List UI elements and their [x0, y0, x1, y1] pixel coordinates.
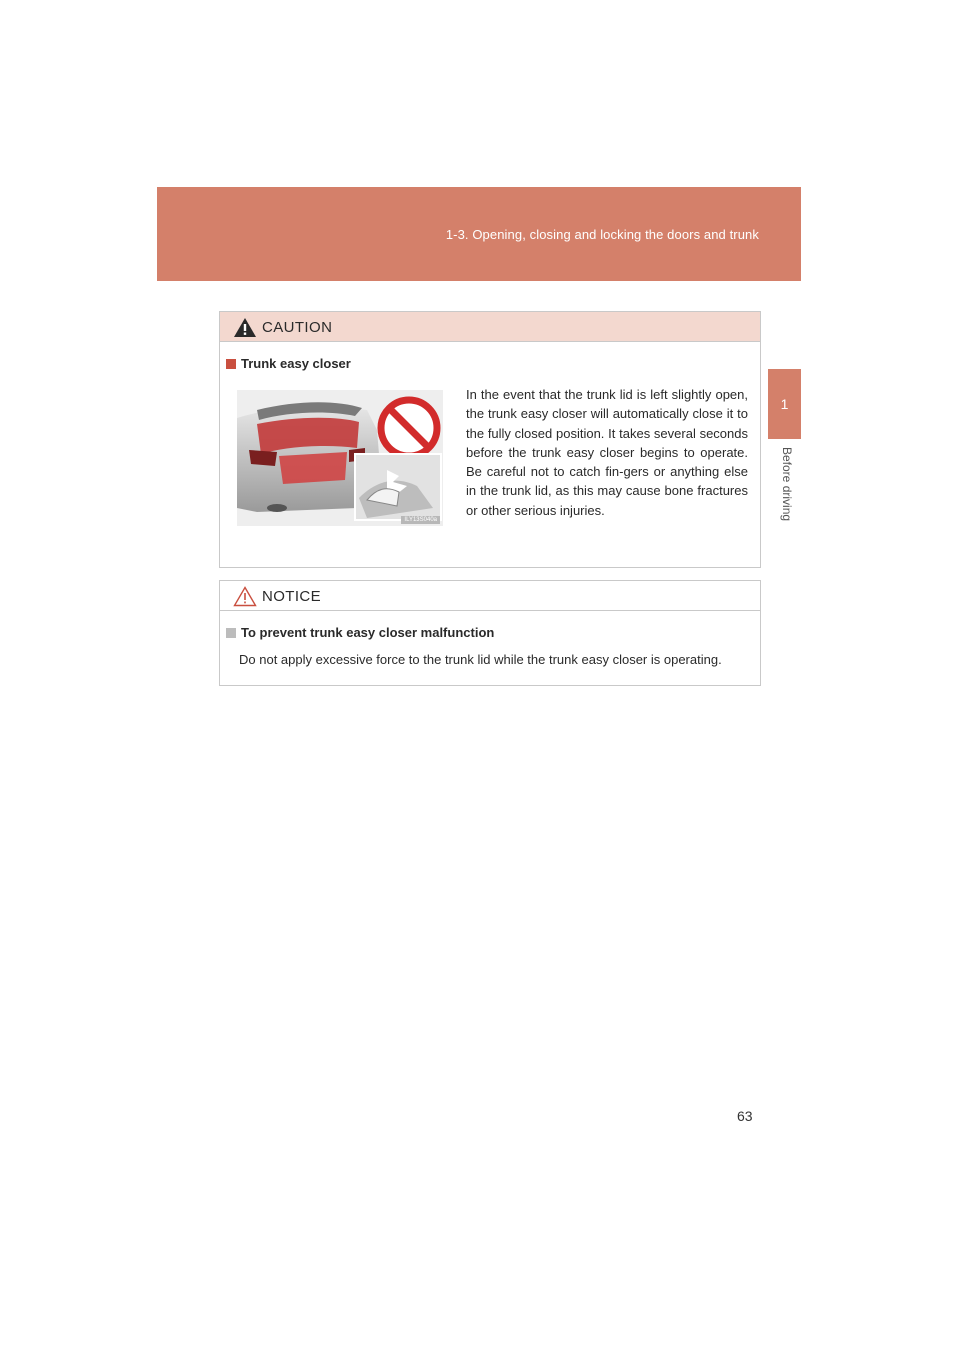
warning-icon [233, 317, 257, 338]
chapter-header-band [157, 187, 801, 281]
caution-heading: CAUTION [262, 319, 333, 336]
notice-body: Do not apply excessive force to the trunk lid while the trunk easy closer is operating. [239, 652, 722, 667]
square-bullet-icon [226, 628, 236, 638]
trunk-closer-illustration [237, 390, 443, 526]
notice-header [220, 581, 760, 611]
section-title: 1-3. Opening, closing and locking the doors and trunk [445, 227, 759, 242]
chapter-number: 1 [780, 396, 789, 412]
caution-subheading: Trunk easy closer [226, 356, 351, 371]
page-number: 63 [737, 1108, 753, 1124]
square-bullet-icon [226, 359, 236, 369]
notice-heading: NOTICE [262, 588, 322, 605]
notice-subheading: To prevent trunk easy closer malfunction [226, 625, 494, 640]
car-trunk-image [237, 390, 443, 526]
notice-box [219, 580, 761, 686]
caution-body: In the event that the trunk lid is left slightly open, the trunk easy closer will automatically close it to the fully closed position. It takes several seconds before the trunk easy closer begins to operate. Be careful not to catch fin-gers or anything else in the trunk lid, as this may cause bone fractures or other serious injuries. [466, 387, 748, 518]
notice-warning-icon [233, 586, 257, 607]
illustration-code: ILY13S040a [401, 516, 440, 524]
caution-box [219, 311, 761, 568]
caution-header [220, 312, 760, 342]
chapter-label: Before driving [780, 447, 794, 522]
chapter-tab [768, 369, 801, 439]
